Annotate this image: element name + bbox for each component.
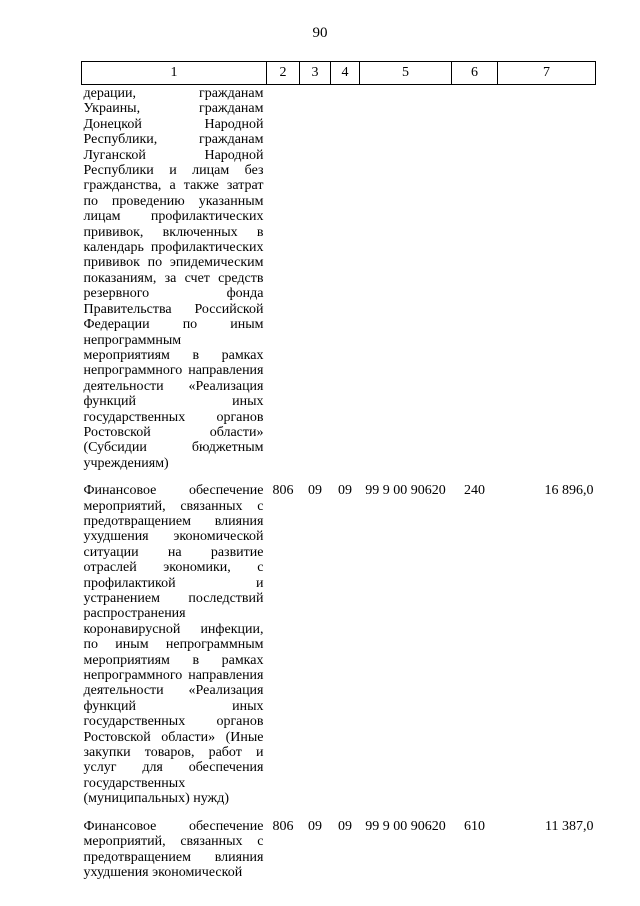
row-description: дерации, гражданам Украины, гражданам Донецкой Народной Республики, гражданам Луганской Народной Республики и лицам без гражданства, а также затрат по проведению указанным лицам профилактических прививок, включенных в календарь профилактических прививок по эпидемическим показаниям, за счет средств резервного фонда Правительства Российской Федерации по иным непрограммным мероприятиям в рамках непрограммного направления деятельности «Реализация функций иных государственных органов Ростовской области» (Субсидии бюджетным учреждениям) bbox=[83, 86, 264, 471]
section-code: 09 bbox=[308, 483, 322, 499]
column-header-2: 2 bbox=[267, 62, 300, 85]
page-number: 90 bbox=[312, 25, 328, 41]
target-article-code: 99 9 00 90620 bbox=[365, 818, 446, 834]
section-code bbox=[300, 85, 331, 484]
subsection-code: 09 bbox=[338, 818, 352, 834]
column-header-6: 6 bbox=[452, 62, 498, 85]
table-body bbox=[82, 85, 596, 893]
section-code: 09 bbox=[308, 818, 322, 834]
amount: 16 896,0 bbox=[544, 483, 594, 499]
table-row bbox=[82, 85, 596, 484]
row-description: Финансовое обеспечение мероприятий, связанных с предотвращением влияния ухудшения экономической ситуации на развитие отраслей экономики, с профилактикой и устранением последствий распространения коронавирусной инфекции, по иным непрограммным мероприятиям в рамках непрограммного направления деятельности «Реализация функций иных государственных органов Ростовской области» (Иные закупки товаров, работ и услуг для обеспечения государственных (муниципальных) нужд) bbox=[83, 483, 264, 807]
column-header-3: 3 bbox=[300, 62, 331, 85]
table-row bbox=[82, 483, 596, 819]
header-row bbox=[82, 62, 596, 85]
amount bbox=[498, 85, 596, 484]
target-article-code: 99 9 00 90620 bbox=[365, 483, 446, 499]
amount: 11 387,0 bbox=[545, 818, 594, 834]
subsection-code bbox=[331, 85, 360, 484]
expense-type-code: 240 bbox=[464, 483, 485, 499]
expense-type-code bbox=[452, 85, 498, 484]
column-header-4: 4 bbox=[331, 62, 360, 85]
row-description: Финансовое обеспечение мероприятий, связанных с предотвращением влияния ухудшения экономической bbox=[83, 818, 264, 880]
ministry-code: 806 bbox=[272, 818, 294, 834]
ministry-code bbox=[267, 85, 300, 484]
subsection-code: 09 bbox=[338, 483, 352, 499]
budget-table bbox=[81, 61, 596, 892]
column-header-5: 5 bbox=[360, 62, 452, 85]
column-header-1: 1 bbox=[82, 62, 267, 85]
column-header-7: 7 bbox=[498, 62, 596, 85]
table-row bbox=[82, 819, 596, 893]
target-article-code bbox=[360, 85, 452, 484]
ministry-code: 806 bbox=[272, 483, 294, 499]
expense-type-code: 610 bbox=[464, 818, 485, 834]
table-header bbox=[82, 62, 596, 85]
